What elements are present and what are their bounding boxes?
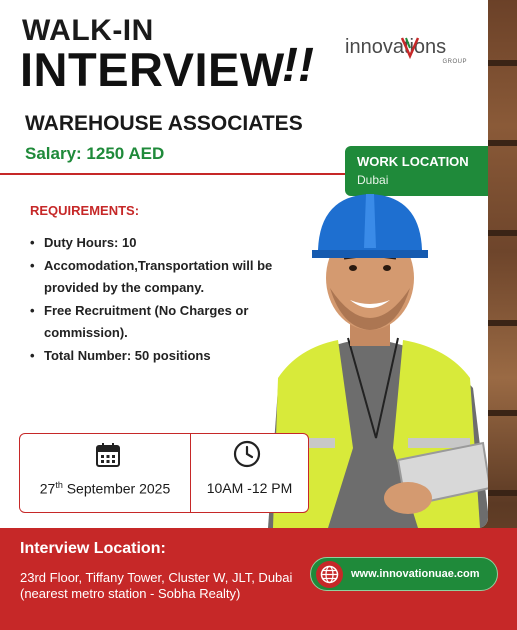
calendar-icon xyxy=(95,442,121,468)
website-url: www.innovationuae.com xyxy=(351,568,480,580)
requirement-item: • Duty Hours: 10 xyxy=(30,232,295,255)
schedule-box xyxy=(19,433,309,513)
globe-icon xyxy=(316,561,343,588)
date-cell xyxy=(20,434,190,512)
work-location-heading: WORK LOCATION xyxy=(357,154,469,169)
date-day: 27 xyxy=(39,480,56,497)
logo-sub: GROUP xyxy=(442,59,467,65)
company-logo xyxy=(345,34,475,70)
job-title: WAREHOUSE ASSOCIATES xyxy=(25,112,303,135)
headline-walkin: WALK-IN xyxy=(22,14,154,47)
interview-time: 10AM -12 PM xyxy=(206,480,293,496)
headline-exclaim: !! xyxy=(282,39,314,92)
interview-date xyxy=(20,480,190,497)
date-rest: September 2025 xyxy=(66,480,171,497)
clock-icon xyxy=(233,440,261,468)
time-cell xyxy=(190,434,308,512)
salary: Salary: 1250 AED xyxy=(25,144,165,163)
date-suffix: th xyxy=(55,480,63,490)
website-link[interactable] xyxy=(310,557,498,591)
requirements-title: REQUIREMENTS: xyxy=(30,203,140,218)
requirement-item: • Total Number: 50 positions xyxy=(30,345,295,368)
divider xyxy=(0,173,345,175)
work-location-value: Dubai xyxy=(357,173,389,187)
requirement-item: • Free Recruitment (No Charges or commission). xyxy=(30,300,295,345)
requirement-item: • Accomodation,Transportation will be provided by the company. xyxy=(30,255,295,300)
logo-mark-icon xyxy=(400,34,420,60)
location-address: 23rd Floor, Tiffany Tower, Cluster W, JLT, Dubai (nearest metro station - Sobha Realty) xyxy=(20,570,293,601)
headline-interview: INTERVIEW xyxy=(20,43,285,96)
logo-name: innovations xyxy=(345,36,447,58)
requirements-list xyxy=(30,232,295,367)
location-title: Interview Location: xyxy=(20,540,166,557)
